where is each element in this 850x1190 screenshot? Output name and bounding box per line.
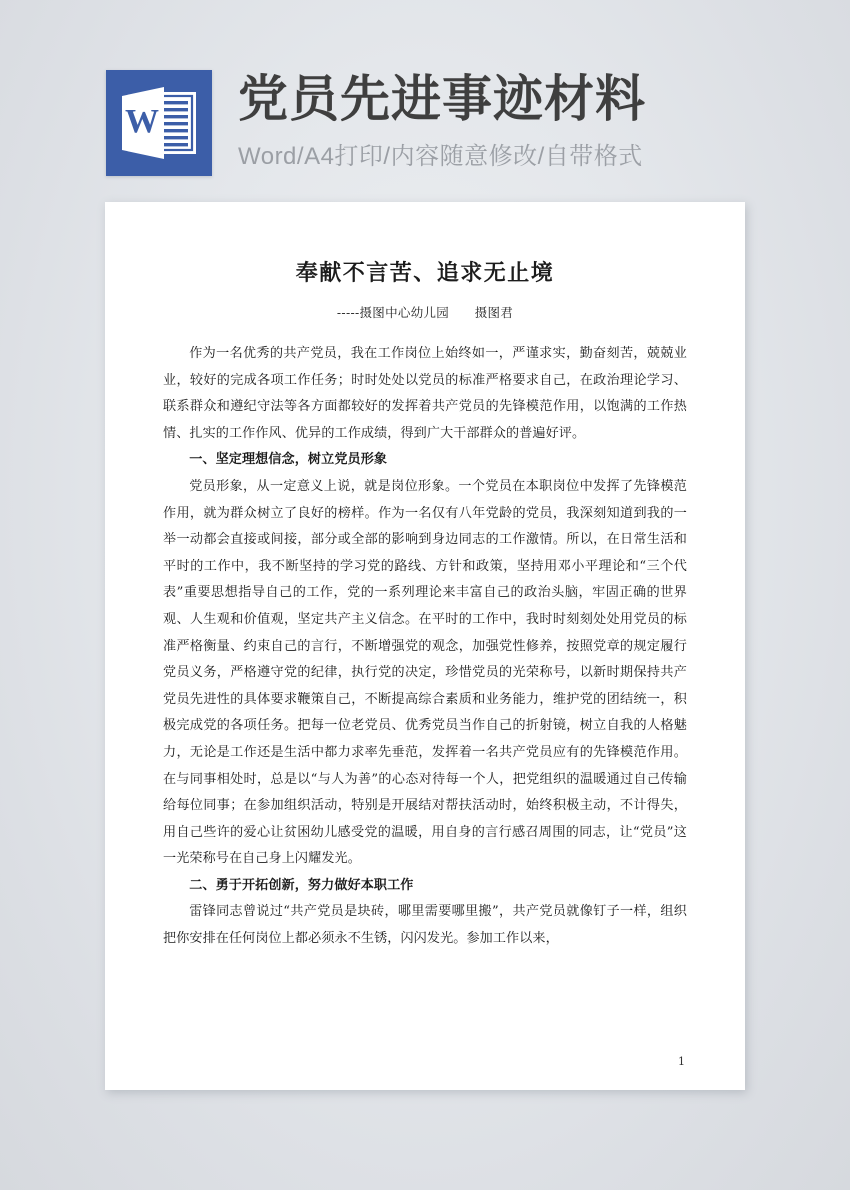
document-body xyxy=(163,341,687,953)
section-heading: 一、坚定理想信念，树立党员形象 xyxy=(189,452,388,468)
body-paragraph: 雷锋同志曾说过“共产党员是块砖，哪里需要哪里搬”，共产党员就像钉子一样，组织把你安排在任何岗位上都必须永不生锈，闪闪发光。参加工作以来， xyxy=(163,904,687,947)
promo-text-group xyxy=(238,70,646,171)
word-document-icon xyxy=(106,70,212,176)
promo-header xyxy=(106,70,646,176)
document-page xyxy=(105,202,745,1090)
body-paragraph: 党员形象，从一定意义上说，就是岗位形象。一个党员在本职岗位中发挥了先锋模范作用，就为群众树立了良好的榜样。作为一名仅有八年党龄的党员，我深刻知道到我的一举一动都会直接或间接，部分或全部的影响到身边同志的工作激情。所以，在日常生活和平时的工作中，我不断坚持的学习党的路线、方针和政策，坚持用邓小平理论和“三个代表”重要思想指导自己的工作，党的一系列理论来丰富自己的政治头脑，牢固正确的世界观、人生观和价值观，坚定共产主义信念。在平时的工作中，我时时刻刻处处用党员的标准严格衡量、约束自己的言行，不断增强党的观念，加强党性修养，按照党章的规定履行党员义务，严格遵守党的纪律，执行党的决定，珍惜党员的光荣称号，以新时期保持共产党员先进性的具体要求鞭策自己，不断提高综合素质和业务能力，维护党的团结统一，积极完成党的各项任务。把每一位老党员、优秀党员当作自己的折射镜，树立自我的人格魅力，无论是工作还是生活中都力求率先垂范，发挥着一名共产党员应有的先锋模范作用。在与同事相处时，总是以“与人为善”的心态对待每一个人，把党组织的温暖通过自己传输给每位同事；在参加组织活动，特别是开展结对帮扶活动时，始终积极主动，不计得失，用自己些许的爱心让贫困幼儿感受党的温暖，用自身的言行感召周围的同志，让“党员”这一光荣称号在自己身上闪耀发光。 xyxy=(163,478,687,867)
word-icon-letter: W xyxy=(125,103,159,140)
document-page-content xyxy=(105,202,745,1090)
promo-subtitle: Word/A4打印/内容随意修改/自带格式 xyxy=(238,143,643,170)
section-heading: 二、勇于开拓创新，努力做好本职工作 xyxy=(189,877,414,893)
promo-title: 党员先进事迹材料 xyxy=(238,71,646,127)
document-title: 奉献不言苦、追求无止境 xyxy=(295,260,555,286)
document-subtitle: -----摄图中心幼儿园 摄图君 xyxy=(336,305,514,320)
page-number: 1 xyxy=(678,1055,685,1068)
body-paragraph: 作为一名优秀的共产党员，我在工作岗位上始终如一，严谨求实，勤奋刻苦，兢兢业业，较好的完成各项工作任务；时时处处以党员的标准严格要求自己，在政治理论学习、联系群众和遵纪守法等各方面都较好的发挥着共产党员的先锋模范作用，以饱满的工作热情、扎实的工作作风、优异的工作成绩，得到广大干部群众的普遍好评。 xyxy=(163,346,687,441)
